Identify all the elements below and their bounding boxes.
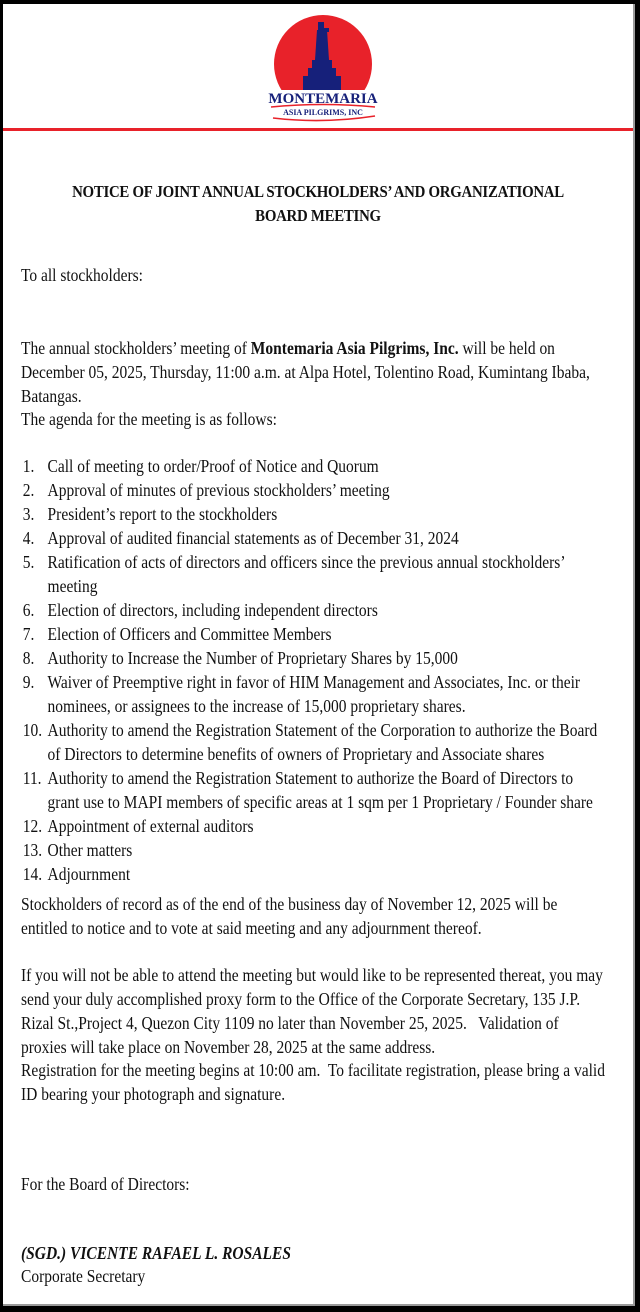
proxy-paragraph: If you will not be able to attend the meeting but would like to be represented thereat, you may send your duly accomplished proxy form to the Office of the Corporate Secretary, 135 J.P. Rizal St.,Project 4, Quezon City 1109 no later than November 25, 2025. Validation of proxies will take place on November 28, 2025 at the same address. <box>21 965 607 1057</box>
agenda-item: 8. Authority to Increase the Number of Proprietary Shares by 15,000 <box>22 648 458 668</box>
signatory-name: (SGD.) VICENTE RAFAEL L. ROSALES <box>21 1243 291 1263</box>
svg-text:MONTEMARIA: MONTEMARIA <box>268 91 378 107</box>
agenda-item: 9. Waiver of Preemptive right in favor of HIM Management and Associates, Inc. or their nominees, or assignees to the increase of 15,000 proprietary shares. <box>22 672 581 716</box>
montemaria-logo <box>263 14 383 124</box>
company-name: Montemaria Asia Pilgrims, Inc. <box>250 338 459 358</box>
agenda-item: 12. Appointment of external auditors <box>22 816 254 836</box>
agenda-item: 6. Election of directors, including independent directors <box>22 600 378 620</box>
agenda-item: 1. Call of meeting to order/Proof of Notice and Quorum <box>22 456 379 476</box>
agenda-intro: The agenda for the meeting is as follows: <box>21 409 277 429</box>
agenda-item: 14. Adjournment <box>22 864 131 884</box>
record-date-paragraph: Stockholders of record as of the end of the business day of November 12, 2025 will be entitled to notice and to vote at said meeting and any adjournment thereof. <box>21 894 558 938</box>
agenda-list <box>21 454 605 886</box>
agenda-item: 5. Ratification of acts of directors and officers since the previous annual stockholders’ meeting <box>22 552 565 596</box>
signatory-position: Corporate Secretary <box>21 1266 146 1286</box>
agenda-item: 11. Authority to amend the Registration Statement to authorize the Board of Directors to grant use to MAPI members of specific areas at 1 sqm per 1 Proprietary / Founder share <box>22 768 593 812</box>
agenda-item: 2. Approval of minutes of previous stockholders’ meeting <box>22 480 390 500</box>
agenda-item: 13. Other matters <box>22 840 133 860</box>
notice-document <box>3 4 635 1306</box>
notice-title: NOTICE OF JOINT ANNUAL STOCKHOLDERS’ AND ORGANIZATIONAL BOARD MEETING <box>72 182 564 225</box>
registration-paragraph: Registration for the meeting begins at 10:00 am. To facilitate registration, please bring a valid ID bearing your photograph and signature. <box>21 1060 609 1104</box>
svg-text:ASIA PILGRIMS, INC: ASIA PILGRIMS, INC <box>283 108 363 117</box>
agenda-item: 4. Approval of audited financial statements as of December 31, 2024 <box>22 528 459 548</box>
agenda-item: 3. President’s report to the stockholders <box>22 504 278 524</box>
header-divider <box>3 128 633 131</box>
agenda-item: 7. Election of Officers and Committee Members <box>22 624 332 644</box>
salutation: To all stockholders: <box>21 265 143 285</box>
intro-paragraph: The annual stockholders’ meeting of Montemaria Asia Pilgrims, Inc. will be held on December 05, 2025, Thursday, 11:00 a.m. at Alpa Hotel, Tolentino Road, Kumintang Ibaba, Batangas. <box>21 338 590 406</box>
closing-line: For the Board of Directors: <box>21 1174 190 1194</box>
agenda-item: 10. Authority to amend the Registration Statement of the Corporation to authorize the Board of Directors to determine benefits of owners of Proprietary and Associate shares <box>22 720 598 764</box>
